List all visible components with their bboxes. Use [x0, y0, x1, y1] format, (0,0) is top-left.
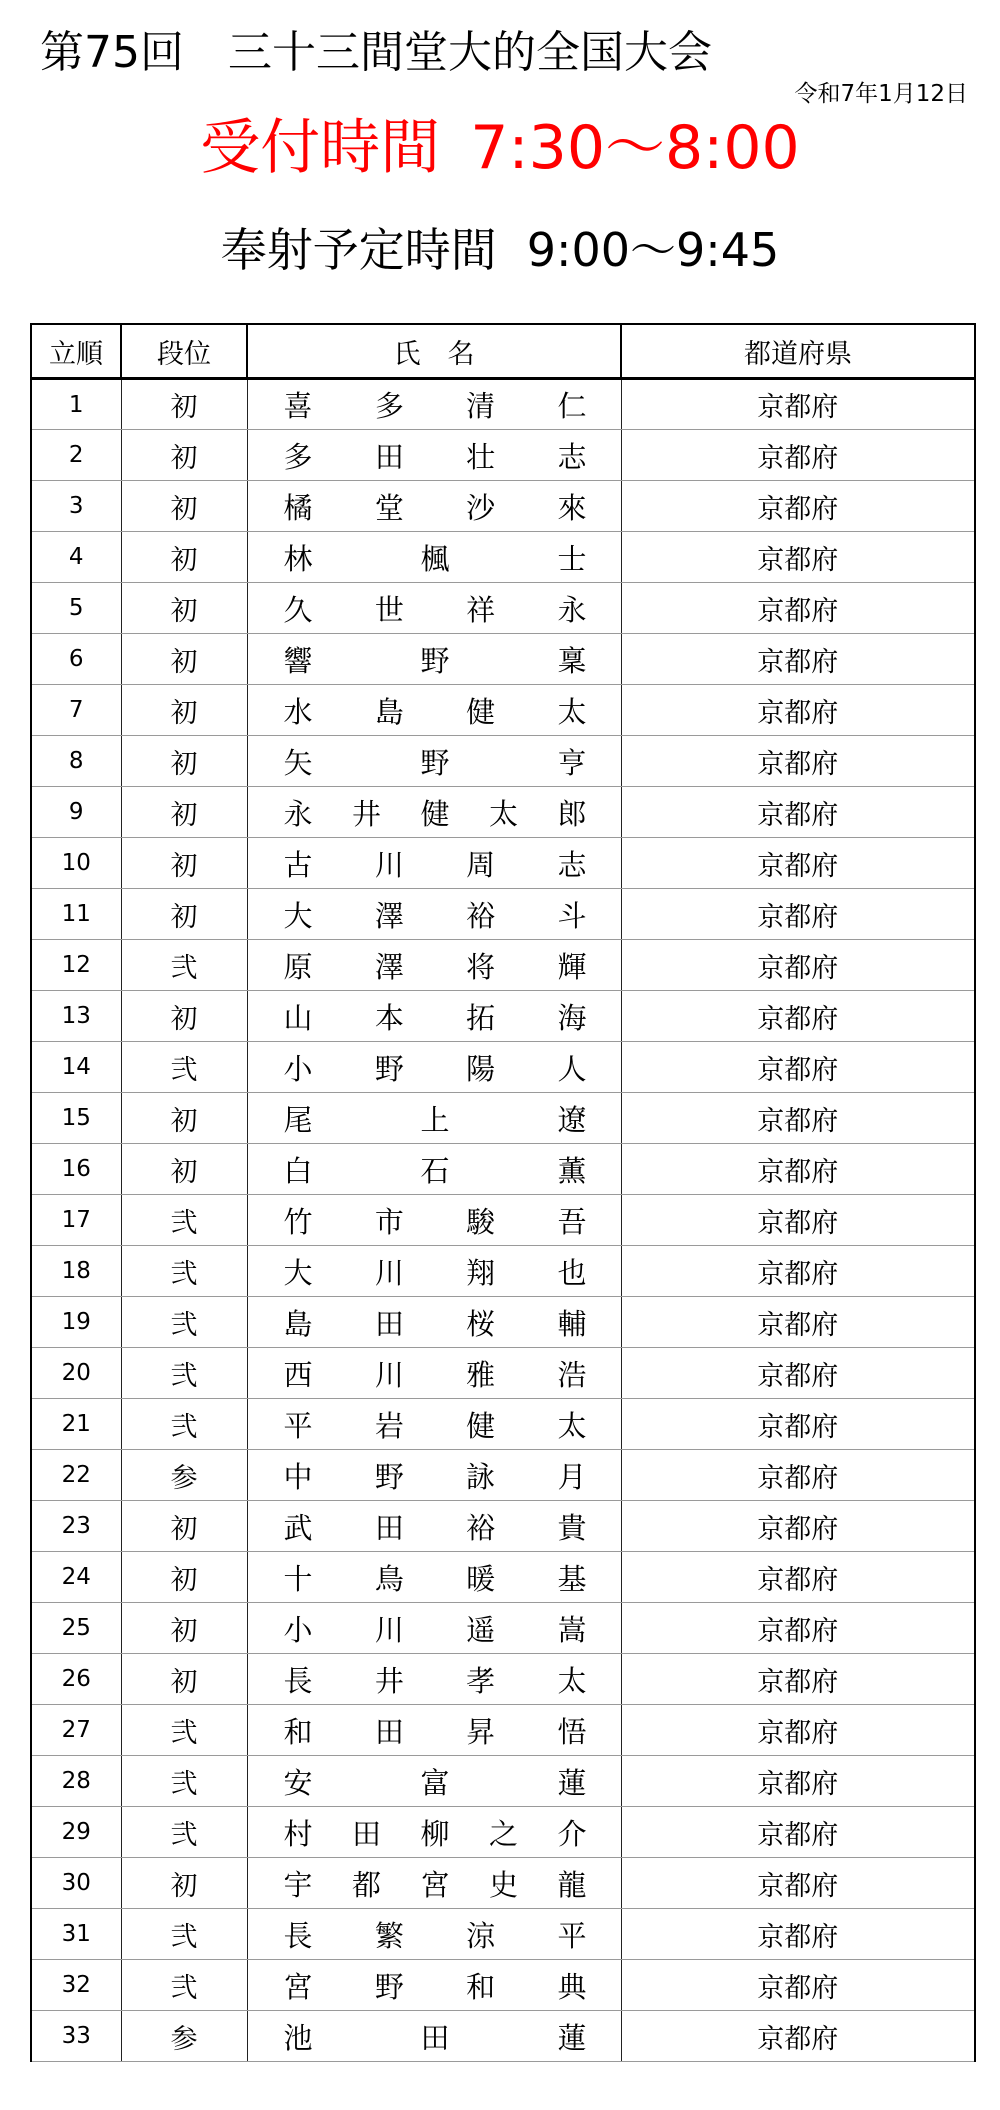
cell-prefecture: 京都府: [621, 1705, 975, 1756]
cell-prefecture: 京都府: [621, 583, 975, 634]
cell-order: 27: [31, 1705, 121, 1756]
table-row: [31, 532, 975, 583]
cell-rank: 初: [121, 787, 247, 838]
shooting-time-line: [0, 220, 1000, 280]
cell-name: 十鳥暖基: [247, 1552, 621, 1603]
cell-prefecture: 京都府: [621, 1807, 975, 1858]
table-row: [31, 1858, 975, 1909]
cell-order: 16: [31, 1144, 121, 1195]
cell-order: 30: [31, 1858, 121, 1909]
cell-rank: 初: [121, 481, 247, 532]
cell-prefecture: 京都府: [621, 430, 975, 481]
cell-rank: 弐: [121, 1960, 247, 2011]
table-row: [31, 634, 975, 685]
reception-label: 受付時間: [200, 113, 441, 183]
cell-rank: 初: [121, 1603, 247, 1654]
entry-table-body: [31, 379, 975, 2062]
cell-order: 13: [31, 991, 121, 1042]
table-row: [31, 991, 975, 1042]
cell-name: 宮野和典: [247, 1960, 621, 2011]
cell-rank: 参: [121, 1450, 247, 1501]
table-row: [31, 1603, 975, 1654]
table-row: [31, 1960, 975, 2011]
cell-rank: 弐: [121, 1297, 247, 1348]
cell-name: 池田蓮: [247, 2011, 621, 2062]
cell-name: 山本拓海: [247, 991, 621, 1042]
cell-name: 安富蓮: [247, 1756, 621, 1807]
table-row: [31, 1348, 975, 1399]
cell-prefecture: 京都府: [621, 940, 975, 991]
cell-order: 20: [31, 1348, 121, 1399]
table-row: [31, 1501, 975, 1552]
cell-order: 11: [31, 889, 121, 940]
table-row: [31, 1756, 975, 1807]
cell-name: 橘堂沙來: [247, 481, 621, 532]
cell-prefecture: 京都府: [621, 532, 975, 583]
cell-rank: 弐: [121, 1348, 247, 1399]
cell-name: 久世祥永: [247, 583, 621, 634]
table-row: [31, 1144, 975, 1195]
table-row: [31, 583, 975, 634]
cell-rank: 初: [121, 1093, 247, 1144]
cell-order: 5: [31, 583, 121, 634]
reception-time: 7:30～8:00: [470, 113, 800, 183]
cell-prefecture: 京都府: [621, 991, 975, 1042]
reception-time-line: [0, 108, 1000, 188]
cell-rank: 弐: [121, 1399, 247, 1450]
cell-order: 15: [31, 1093, 121, 1144]
cell-order: 18: [31, 1246, 121, 1297]
cell-rank: 弐: [121, 1909, 247, 1960]
cell-rank: 初: [121, 1501, 247, 1552]
cell-order: 9: [31, 787, 121, 838]
cell-rank: 初: [121, 1858, 247, 1909]
cell-rank: 弐: [121, 1246, 247, 1297]
cell-prefecture: 京都府: [621, 1195, 975, 1246]
cell-rank: 初: [121, 379, 247, 430]
table-row: [31, 1705, 975, 1756]
cell-rank: 弐: [121, 1705, 247, 1756]
cell-prefecture: 京都府: [621, 1450, 975, 1501]
cell-name: 平岩健太: [247, 1399, 621, 1450]
cell-name: 西川雅浩: [247, 1348, 621, 1399]
cell-order: 2: [31, 430, 121, 481]
cell-order: 21: [31, 1399, 121, 1450]
cell-prefecture: 京都府: [621, 634, 975, 685]
cell-order: 25: [31, 1603, 121, 1654]
cell-rank: 初: [121, 1552, 247, 1603]
cell-prefecture: 京都府: [621, 1144, 975, 1195]
table-row: [31, 1552, 975, 1603]
table-row: [31, 1297, 975, 1348]
table-row: [31, 736, 975, 787]
cell-order: 6: [31, 634, 121, 685]
cell-order: 8: [31, 736, 121, 787]
table-row: [31, 1093, 975, 1144]
cell-name: 大澤裕斗: [247, 889, 621, 940]
table-row: [31, 1450, 975, 1501]
shooting-label: 奉射予定時間: [220, 223, 497, 277]
cell-prefecture: 京都府: [621, 1756, 975, 1807]
cell-name: 武田裕貴: [247, 1501, 621, 1552]
cell-order: 4: [31, 532, 121, 583]
cell-prefecture: 京都府: [621, 1654, 975, 1705]
cell-prefecture: 京都府: [621, 1909, 975, 1960]
cell-order: 14: [31, 1042, 121, 1093]
cell-order: 19: [31, 1297, 121, 1348]
cell-order: 29: [31, 1807, 121, 1858]
cell-order: 32: [31, 1960, 121, 2011]
cell-name: 響野稟: [247, 634, 621, 685]
cell-name: 竹市駿吾: [247, 1195, 621, 1246]
cell-name: 島田桜輔: [247, 1297, 621, 1348]
cell-prefecture: 京都府: [621, 736, 975, 787]
cell-prefecture: 京都府: [621, 481, 975, 532]
cell-prefecture: 京都府: [621, 1093, 975, 1144]
cell-order: 12: [31, 940, 121, 991]
table-row: [31, 1807, 975, 1858]
cell-rank: 初: [121, 991, 247, 1042]
cell-prefecture: 京都府: [621, 1501, 975, 1552]
cell-rank: 初: [121, 583, 247, 634]
cell-order: 24: [31, 1552, 121, 1603]
column-header-name: 氏 名: [247, 324, 621, 379]
table-row: [31, 2011, 975, 2062]
cell-prefecture: 京都府: [621, 1297, 975, 1348]
cell-name: 白石薫: [247, 1144, 621, 1195]
cell-prefecture: 京都府: [621, 1960, 975, 2011]
cell-rank: 初: [121, 532, 247, 583]
cell-name: 喜多清仁: [247, 379, 621, 430]
cell-prefecture: 京都府: [621, 685, 975, 736]
cell-prefecture: 京都府: [621, 838, 975, 889]
table-row: [31, 940, 975, 991]
cell-order: 28: [31, 1756, 121, 1807]
cell-order: 1: [31, 379, 121, 430]
column-header-order: 立順: [31, 324, 121, 379]
cell-prefecture: 京都府: [621, 1399, 975, 1450]
cell-order: 22: [31, 1450, 121, 1501]
entry-table: [30, 323, 976, 2062]
cell-name: 小野陽人: [247, 1042, 621, 1093]
cell-name: 多田壮志: [247, 430, 621, 481]
cell-order: 10: [31, 838, 121, 889]
column-header-rank: 段位: [121, 324, 247, 379]
cell-order: 7: [31, 685, 121, 736]
table-row: [31, 379, 975, 430]
cell-order: 23: [31, 1501, 121, 1552]
table-row: [31, 430, 975, 481]
table-row: [31, 787, 975, 838]
cell-prefecture: 京都府: [621, 1246, 975, 1297]
cell-rank: 初: [121, 889, 247, 940]
table-row: [31, 838, 975, 889]
cell-order: 17: [31, 1195, 121, 1246]
cell-name: 原澤将輝: [247, 940, 621, 991]
table-row: [31, 1654, 975, 1705]
table-row: [31, 1399, 975, 1450]
cell-name: 古川周志: [247, 838, 621, 889]
shooting-time: 9:00～9:45: [526, 223, 780, 277]
cell-prefecture: 京都府: [621, 2011, 975, 2062]
cell-order: 26: [31, 1654, 121, 1705]
cell-prefecture: 京都府: [621, 1348, 975, 1399]
cell-rank: 初: [121, 1654, 247, 1705]
cell-name: 矢野亨: [247, 736, 621, 787]
cell-name: 長井孝太: [247, 1654, 621, 1705]
cell-rank: 参: [121, 2011, 247, 2062]
cell-rank: 初: [121, 736, 247, 787]
cell-name: 林楓士: [247, 532, 621, 583]
cell-rank: 弐: [121, 940, 247, 991]
cell-rank: 初: [121, 1144, 247, 1195]
cell-order: 33: [31, 2011, 121, 2062]
cell-rank: 弐: [121, 1042, 247, 1093]
table-row: [31, 685, 975, 736]
cell-name: 尾上遼: [247, 1093, 621, 1144]
cell-name: 水島健太: [247, 685, 621, 736]
cell-rank: 弐: [121, 1807, 247, 1858]
table-row: [31, 889, 975, 940]
cell-name: 宇都宮史龍: [247, 1858, 621, 1909]
table-row: [31, 1195, 975, 1246]
cell-name: 和田昇悟: [247, 1705, 621, 1756]
cell-name: 長繁涼平: [247, 1909, 621, 1960]
cell-name: 小川遥嵩: [247, 1603, 621, 1654]
cell-prefecture: 京都府: [621, 379, 975, 430]
cell-order: 3: [31, 481, 121, 532]
cell-prefecture: 京都府: [621, 1042, 975, 1093]
table-row: [31, 1909, 975, 1960]
cell-name: 村田柳之介: [247, 1807, 621, 1858]
cell-rank: 初: [121, 838, 247, 889]
table-row: [31, 1246, 975, 1297]
cell-rank: 初: [121, 685, 247, 736]
cell-prefecture: 京都府: [621, 787, 975, 838]
cell-prefecture: 京都府: [621, 1858, 975, 1909]
cell-prefecture: 京都府: [621, 1552, 975, 1603]
cell-prefecture: 京都府: [621, 889, 975, 940]
table-header-row: [31, 324, 975, 379]
cell-prefecture: 京都府: [621, 1603, 975, 1654]
table-row: [31, 481, 975, 532]
table-row: [31, 1042, 975, 1093]
tournament-title: 第75回 三十三間堂大的全国大会: [40, 27, 712, 78]
column-header-prefecture: 都道府県: [621, 324, 975, 379]
cell-name: 大川翔也: [247, 1246, 621, 1297]
cell-rank: 初: [121, 430, 247, 481]
cell-name: 中野詠月: [247, 1450, 621, 1501]
cell-rank: 弐: [121, 1756, 247, 1807]
cell-name: 永井健太郎: [247, 787, 621, 838]
cell-order: 31: [31, 1909, 121, 1960]
cell-rank: 初: [121, 634, 247, 685]
cell-rank: 弐: [121, 1195, 247, 1246]
event-date: 令和7年1月12日: [794, 81, 968, 107]
